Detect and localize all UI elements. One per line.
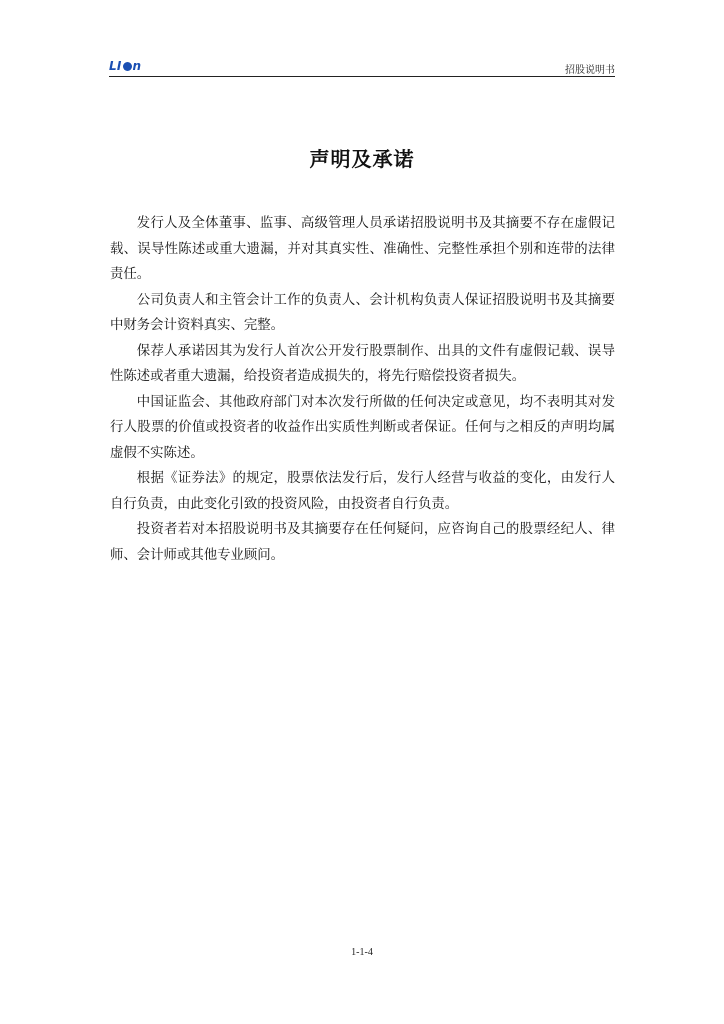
- paragraph-investor-advice: 投资者若对本招股说明书及其摘要存在任何疑问，应咨询自己的股票经纪人、律师、会计师或其他专业顾问。: [110, 522, 615, 563]
- logo-text-start: LI: [109, 59, 122, 73]
- company-logo: [109, 59, 141, 73]
- page-header: [109, 58, 615, 77]
- paragraph-csrc-disclaimer: 中国证监会、其他政府部门对本次发行所做的任何决定或意见，均不表明其对发行人股票的价值或投资者的收益作出实质性判断或者保证。任何与之相反的声明均属虚假不实陈述。: [110, 394, 615, 461]
- paragraph-financial-guarantee: 公司负责人和主管会计工作的负责人、会计机构负责人保证招股说明书及其摘要中财务会计资料真实、完整。: [110, 292, 615, 333]
- logo-circle-icon: [123, 62, 132, 71]
- page-title: 声明及承诺: [309, 147, 415, 171]
- page-number: 1-1-4: [351, 947, 373, 958]
- header-document-title: 招股说明书: [565, 65, 615, 76]
- statement-body: [110, 211, 615, 568]
- paragraph-sponsor-commitment: 保荐人承诺因其为发行人首次公开发行股票制作、出具的文件有虚假记载、误导性陈述或者重大遗漏，给投资者造成损失的，将先行赔偿投资者损失。: [110, 343, 615, 384]
- paragraph-directors-commitment: 发行人及全体董事、监事、高级管理人员承诺招股说明书及其摘要不存在虚假记载、误导性陈述或重大遗漏，并对其真实性、准确性、完整性承担个别和连带的法律责任。: [110, 216, 615, 282]
- paragraph-securities-law: 根据《证券法》的规定，股票依法发行后，发行人经营与收益的变化，由发行人自行负责，由此变化引致的投资风险，由投资者自行负责。: [110, 471, 615, 512]
- logo-text-end: n: [132, 59, 142, 73]
